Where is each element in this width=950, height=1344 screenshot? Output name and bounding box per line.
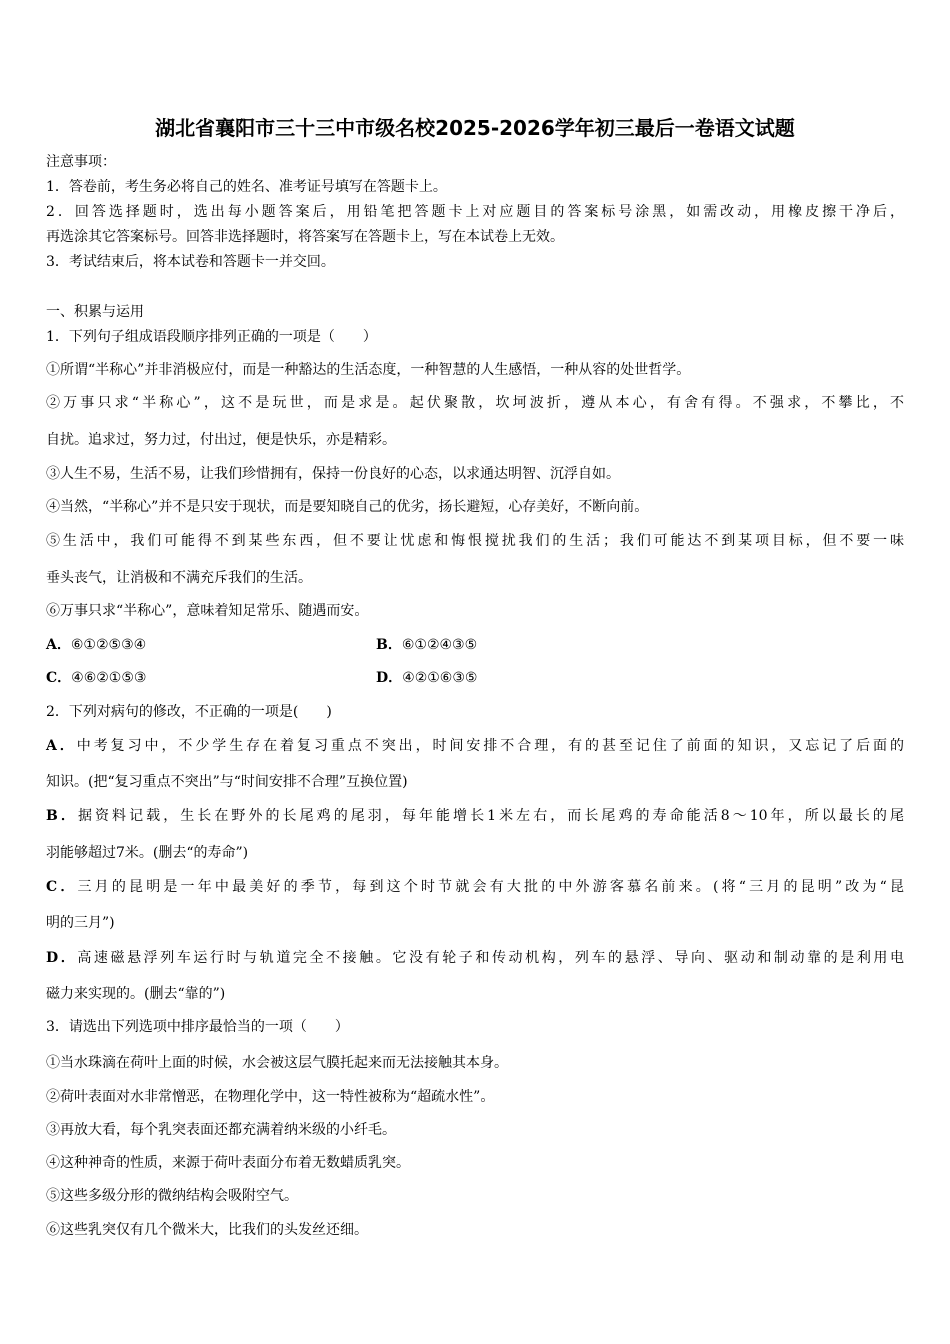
q1-sentence: 垂头丧气，让消极和不满充斥我们的生活。: [46, 570, 312, 586]
q3-sentence: ④这种神奇的性质，来源于荷叶表面分布着无数蜡质乳突。: [46, 1155, 410, 1171]
question-1-stem: 1．下列句子组成语段顺序排列正确的一项是（ ）: [46, 329, 377, 345]
q1-sentence: 自扰。追求过，努力过，付出过，便是快乐，亦是精彩。: [46, 432, 396, 448]
option-text: 据资料记载，生长在野外的长尾鸡的尾羽，每年能增长1米左右，而长尾鸡的寿命能活8～10年，所以最长的尾: [77, 808, 904, 824]
option-text: 中考复习中，不少学生存在着复习重点不突出，时间安排不合理，有的甚至记住了前面的知识，又忘记了后面的: [76, 738, 904, 754]
option-label: B．: [376, 637, 402, 653]
q1-option-c[interactable]: [46, 669, 146, 687]
notice-item: 再选涂其它答案标号。回答非选择题时，将答案写在答题卡上，写在本试卷上无效。: [46, 229, 564, 245]
q1-option-d[interactable]: [376, 669, 477, 687]
section-heading: 一、积累与运用: [46, 304, 144, 320]
option-text: ⑥①②④③⑤: [401, 637, 478, 653]
q1-sentence: ①所谓“半称心”并非消极应付，而是一种豁达的生活态度，一种智慧的人生感悟，一种从容的处世哲学。: [46, 362, 691, 378]
q2-option-b[interactable]: [46, 807, 904, 825]
q2-option-c[interactable]: [46, 878, 904, 896]
option-label: A．: [46, 738, 77, 754]
notice-item: 2．回答选择题时，选出每小题答案后，用铅笔把答题卡上对应题目的答案标号涂黑，如需改动，用橡皮擦干净后，: [46, 204, 904, 220]
option-label: C．: [46, 670, 72, 686]
q3-sentence: ⑤这些多级分形的微纳结构会吸附空气。: [46, 1188, 298, 1204]
q2-option-b-cont: 羽能够超过7米。(删去“的寿命”): [46, 845, 249, 861]
q3-sentence: ②荷叶表面对水非常憎恶，在物理化学中，这一特性被称为“超疏水性”。: [46, 1089, 495, 1105]
q1-option-a[interactable]: [46, 636, 146, 654]
option-label: D．: [46, 950, 78, 966]
q1-sentence: ④当然，“半称心”并不是只安于现状，而是要知晓自己的优劣，扬长避短，心存美好，不断向前。: [46, 499, 649, 515]
q3-sentence: ⑥这些乳突仅有几个微米大，比我们的头发丝还细。: [46, 1222, 368, 1238]
option-label: A．: [46, 637, 71, 653]
q1-option-b[interactable]: [376, 636, 477, 654]
option-text: ④②①⑥③⑤: [402, 670, 478, 686]
option-text: 高速磁悬浮列车运行时与轨道完全不接触。它没有轮子和传动机构，列车的悬浮、导向、驱动和制动靠的是利用电: [77, 950, 904, 966]
option-text: ⑥①②⑤③④: [70, 637, 147, 653]
option-text: ④⑥②①⑤③: [71, 670, 147, 686]
q3-sentence: ①当水珠滴在荷叶上面的时候，水会被这层气膜托起来而无法接触其本身。: [46, 1055, 508, 1071]
question-3-stem: 3．请选出下列选项中排序最恰当的一项（ ）: [46, 1019, 349, 1035]
question-2-stem: 2．下列对病句的修改，不正确的一项是( ): [46, 704, 332, 720]
q2-option-d[interactable]: [46, 949, 904, 967]
page-title: 湖北省襄阳市三十三中市级名校2025-2026学年初三最后一卷语文试题: [155, 116, 795, 140]
q1-sentence: ②万事只求“半称心”，这不是玩世，而是求是。起伏聚散，坎坷波折，遵从本心，有舍有得。不强求，不攀比，不: [46, 395, 904, 411]
option-label: B．: [46, 808, 78, 824]
q2-option-a-cont: 知识。(把“复习重点不突出”与“时间安排不合理”互换位置): [46, 774, 408, 790]
option-text: 三月的昆明是一年中最美好的季节，每到这个时节就会有大批的中外游客慕名前来。(将“三月的昆明”改为“昆: [77, 879, 904, 895]
notice-item: 1．答卷前，考生务必将自己的姓名、准考证号填写在答题卡上。: [46, 179, 447, 195]
q1-sentence: ⑤生活中，我们可能得不到某些东西，但不要让忧虑和悔恨搅扰我们的生活；我们可能达不到某项目标，但不要一味: [46, 533, 904, 549]
q1-sentence: ③人生不易，生活不易，让我们珍惜拥有，保持一份良好的心态，以求通达明智、沉浮自如。: [46, 466, 620, 482]
q2-option-d-cont: 磁力来实现的。(删去“靠的”): [46, 986, 226, 1002]
q1-sentence: ⑥万事只求“半称心”，意味着知足常乐、随遇而安。: [46, 603, 369, 619]
option-label: C．: [46, 879, 78, 895]
notice-item: 3．考试结束后，将本试卷和答题卡一并交回。: [46, 254, 335, 270]
q2-option-a[interactable]: [46, 737, 904, 755]
q2-option-c-cont: 明的三月”): [46, 915, 115, 931]
notice-heading: 注意事项：: [46, 154, 116, 170]
q3-sentence: ③再放大看，每个乳突表面还都充满着纳米级的小纤毛。: [46, 1122, 396, 1138]
option-label: D．: [376, 670, 403, 686]
